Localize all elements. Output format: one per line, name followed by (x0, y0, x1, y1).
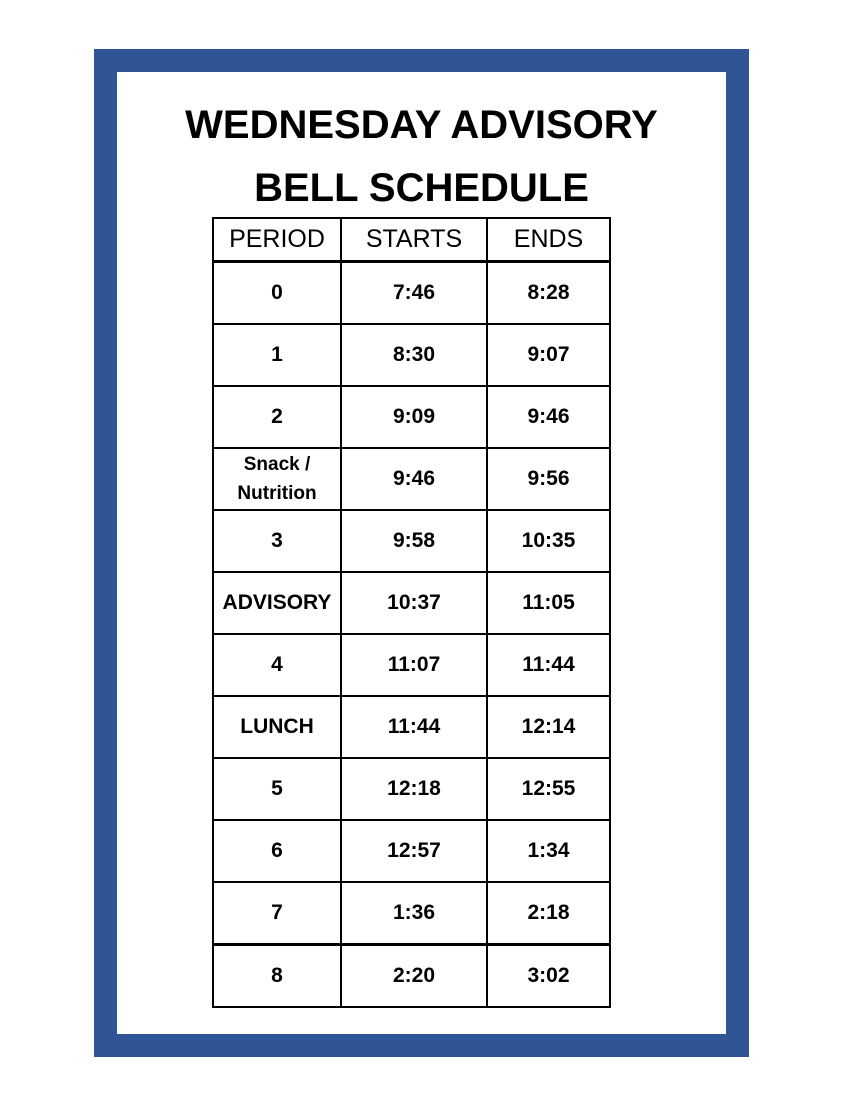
start-time-cell: 10:37 (341, 572, 487, 634)
table-header-row (213, 218, 610, 262)
period-cell: 3 (213, 510, 341, 572)
end-time-cell: 2:18 (487, 882, 610, 945)
table-row (213, 262, 610, 325)
header-starts: STARTS (341, 218, 487, 262)
end-time-cell: 9:56 (487, 448, 610, 510)
table-row (213, 386, 610, 448)
period-cell: 0 (213, 262, 341, 325)
table-row (213, 945, 610, 1008)
bell-schedule-table (212, 217, 611, 1008)
end-time-cell: 9:07 (487, 324, 610, 386)
start-time-cell: 11:07 (341, 634, 487, 696)
start-time-cell: 9:46 (341, 448, 487, 510)
start-time-cell: 9:58 (341, 510, 487, 572)
table-row (213, 758, 610, 820)
end-time-cell: 1:34 (487, 820, 610, 882)
table-row (213, 448, 610, 510)
end-time-cell: 12:14 (487, 696, 610, 758)
start-time-cell: 8:30 (341, 324, 487, 386)
table-row (213, 820, 610, 882)
start-time-cell: 9:09 (341, 386, 487, 448)
end-time-cell: 11:44 (487, 634, 610, 696)
page-title-line-1: WEDNESDAY ADVISORY (185, 103, 658, 147)
start-time-cell: 11:44 (341, 696, 487, 758)
period-cell (213, 448, 341, 510)
period-cell: 1 (213, 324, 341, 386)
period-label-line-2: Nutrition (237, 483, 317, 504)
end-time-cell: 11:05 (487, 572, 610, 634)
end-time-cell: 10:35 (487, 510, 610, 572)
period-cell: ADVISORY (213, 572, 341, 634)
end-time-cell: 9:46 (487, 386, 610, 448)
period-cell: 7 (213, 882, 341, 945)
header-period: PERIOD (213, 218, 341, 262)
start-time-cell: 2:20 (341, 945, 487, 1008)
table-row (213, 510, 610, 572)
page-title-line-2: BELL SCHEDULE (254, 166, 589, 210)
header-ends: ENDS (487, 218, 610, 262)
period-cell: LUNCH (213, 696, 341, 758)
start-time-cell: 7:46 (341, 262, 487, 325)
table-row (213, 696, 610, 758)
table-row (213, 882, 610, 945)
table-row (213, 324, 610, 386)
start-time-cell: 12:18 (341, 758, 487, 820)
end-time-cell: 12:55 (487, 758, 610, 820)
period-cell: 5 (213, 758, 341, 820)
end-time-cell: 8:28 (487, 262, 610, 325)
period-cell: 4 (213, 634, 341, 696)
table-row (213, 634, 610, 696)
period-cell: 2 (213, 386, 341, 448)
end-time-cell: 3:02 (487, 945, 610, 1008)
period-cell: 6 (213, 820, 341, 882)
start-time-cell: 12:57 (341, 820, 487, 882)
schedule-frame (94, 49, 749, 1057)
period-cell: 8 (213, 945, 341, 1008)
table-row (213, 572, 610, 634)
start-time-cell: 1:36 (341, 882, 487, 945)
period-label-line-1: Snack / (243, 454, 311, 475)
